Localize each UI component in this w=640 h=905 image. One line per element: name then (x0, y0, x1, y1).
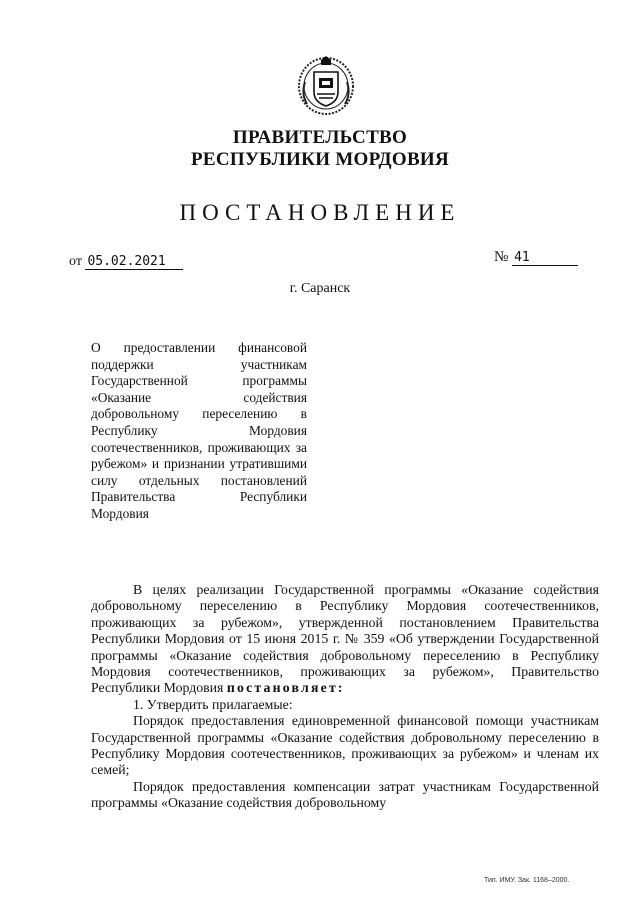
document-body (91, 582, 599, 812)
coat-of-arms-icon (297, 54, 355, 116)
date-line (69, 254, 183, 270)
org-name-line2: РЕСПУБЛИКИ МОРДОВИЯ (190, 149, 450, 170)
document-type: ПОСТАНОВЛЕНИЕ (179, 200, 461, 225)
resolution-keyword: постановляет: (226, 680, 345, 696)
list-item: 1. Утвердить прилагаемые: (133, 696, 293, 712)
number-prefix: № (494, 249, 509, 265)
document-number: 41 (512, 250, 578, 266)
org-name-line1: ПРАВИТЕЛЬСТВО (232, 127, 408, 148)
paragraph-intro-text: В целях реализации Государственной программы «Оказание содействия добровольному переселению в Республику Мордовия соотечественников, проживающих за рубежом», утвержденной постановлением Правительства Республики Мордовия от 15 июня 2015 г. № 359 «Об утверждении Государственной программы «Оказание содействия добровольному переселению в Республику Мордовия соотечественников, проживающих за рубежом», Правительство Республики Мордовия (91, 582, 599, 696)
date-prefix: от (69, 254, 82, 269)
print-note: Тип. ИМУ. Зак. 1168–2000. (484, 877, 570, 884)
number-line (494, 249, 578, 266)
list-item: Порядок предоставления компенсации затрат участникам Государственной программы «Оказание содействия добровольному (91, 778, 599, 811)
document-date: 05.02.2021 (85, 254, 183, 270)
list-item: Порядок предоставления единовременной финансовой помощи участникам Государственной программы «Оказание содействия добровольному переселению в Республику Мордовия соотечественников, проживающих за рубежом» и членам их семей; (91, 713, 599, 778)
city: г. Саранск (289, 281, 351, 296)
paragraph-intro (91, 582, 599, 697)
document-title: О предоставлении финансовой поддержки участникам Государственной программы «Оказание содействия добровольному переселению в Республику Мордовия соотечественников, проживающих за рубежом» и признании утратившими силу отдельных постановлений Правительства Республики Мордовия (91, 340, 307, 521)
